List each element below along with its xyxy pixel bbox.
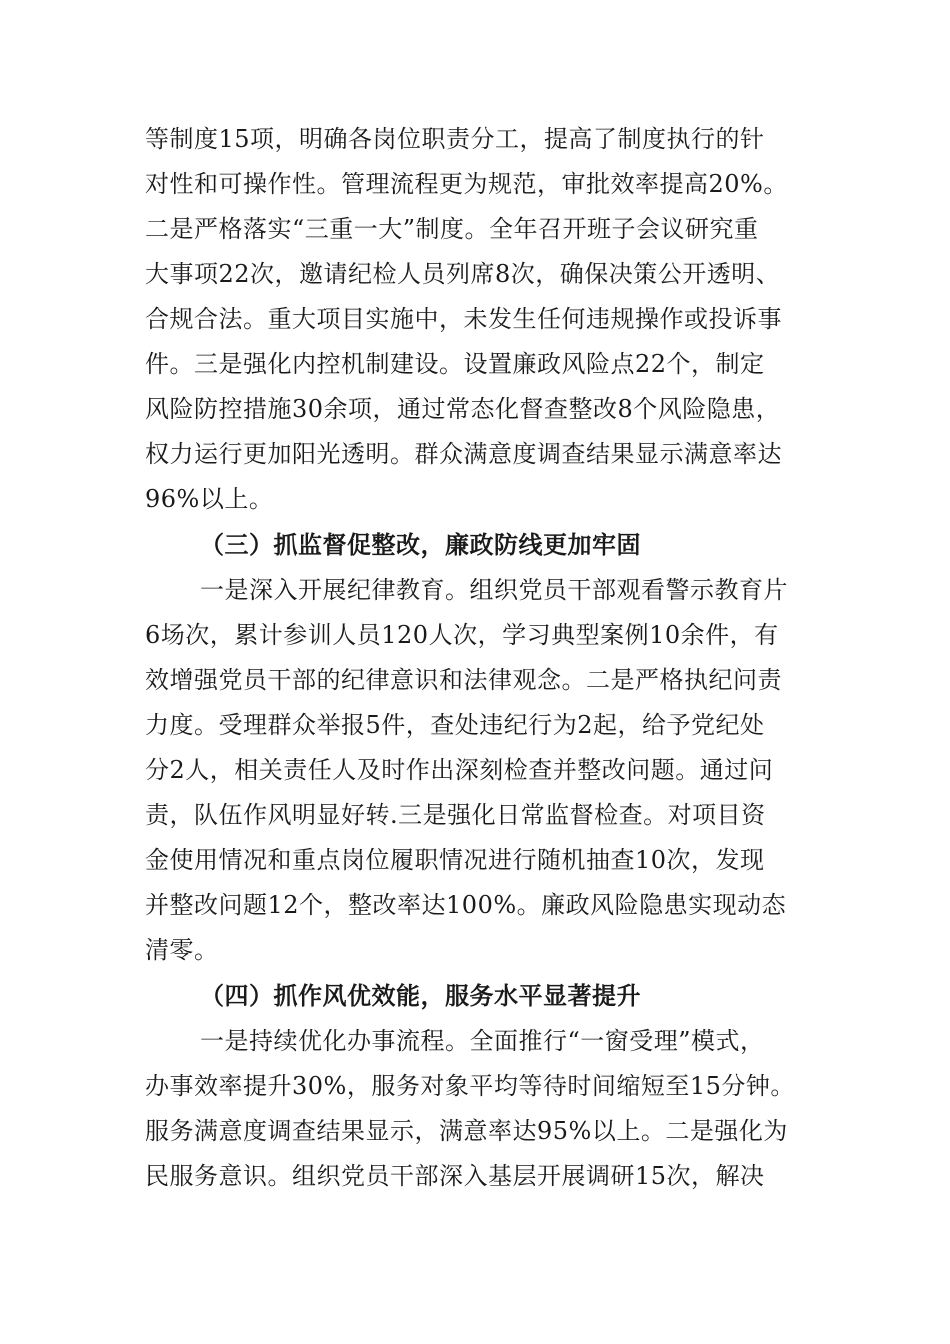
paragraph-line: 件。三是强化内控机制建设。设置廉政风险点22个，制定: [145, 350, 765, 378]
paragraph-line: 合规合法。重大项目实施中，未发生任何违规操作或投诉事: [145, 305, 782, 333]
paragraph-line: 办事效率提升30%，服务对象平均等待时间缩短至15分钟。: [145, 1072, 795, 1100]
paragraph-line: 一是持续优化办事流程。全面推行“一窗受理”模式，: [200, 1027, 765, 1055]
paragraph-line: 力度。受理群众举报5件，查处违纪行为2起，给予党纪处: [145, 711, 765, 739]
paragraph-line: 权力运行更加阳光透明。群众满意度调查结果显示满意率达: [145, 440, 782, 468]
paragraph-line: 对性和可操作性。管理流程更为规范，审批效率提高20%。: [145, 170, 788, 198]
paragraph-line: 一是深入开展纪律教育。组织党员干部观看警示教育片: [200, 576, 788, 604]
paragraph-line: 民服务意识。组织党员干部深入基层开展调研15次，解决: [145, 1162, 765, 1190]
section-heading-4: （四）抓作风优效能，服务水平显著提升: [200, 982, 641, 1010]
paragraph-line: 效增强党员干部的纪律意识和法律观念。二是严格执纪问责: [145, 666, 782, 694]
paragraph-line: 二是严格落实“三重一大”制度。全年召开班子会议研究重: [145, 215, 759, 243]
paragraph-line: 6场次，累计参训人员120人次，学习典型案例10余件，有: [145, 621, 779, 649]
paragraph-line: 并整改问题12个，整改率达100%。廉政风险隐患实现动态: [145, 891, 787, 919]
paragraph-line: 分2人，相关责任人及时作出深刻检查并整改问题。通过问: [145, 756, 774, 784]
paragraph-line: 风险防控措施30余项，通过常态化督查整改8个风险隐患，: [145, 395, 781, 423]
paragraph-line: 金使用情况和重点岗位履职情况进行随机抽查10次，发现: [145, 846, 765, 874]
paragraph-line: 责，队伍作风明显好转.三是强化日常监督检查。对项目资: [145, 801, 766, 829]
paragraph-line: 96%以上。: [145, 485, 274, 513]
paragraph-line: 大事项22次，邀请纪检人员列席8次，确保决策公开透明、: [145, 260, 781, 288]
section-heading-3: （三）抓监督促整改，廉政防线更加牢固: [200, 531, 641, 559]
paragraph-line: 服务满意度调查结果显示，满意率达95%以上。二是强化为: [145, 1117, 788, 1145]
paragraph-line: 清零。: [145, 936, 219, 964]
paragraph-line: 等制度15项，明确各岗位职责分工，提高了制度执行的针: [145, 125, 765, 153]
